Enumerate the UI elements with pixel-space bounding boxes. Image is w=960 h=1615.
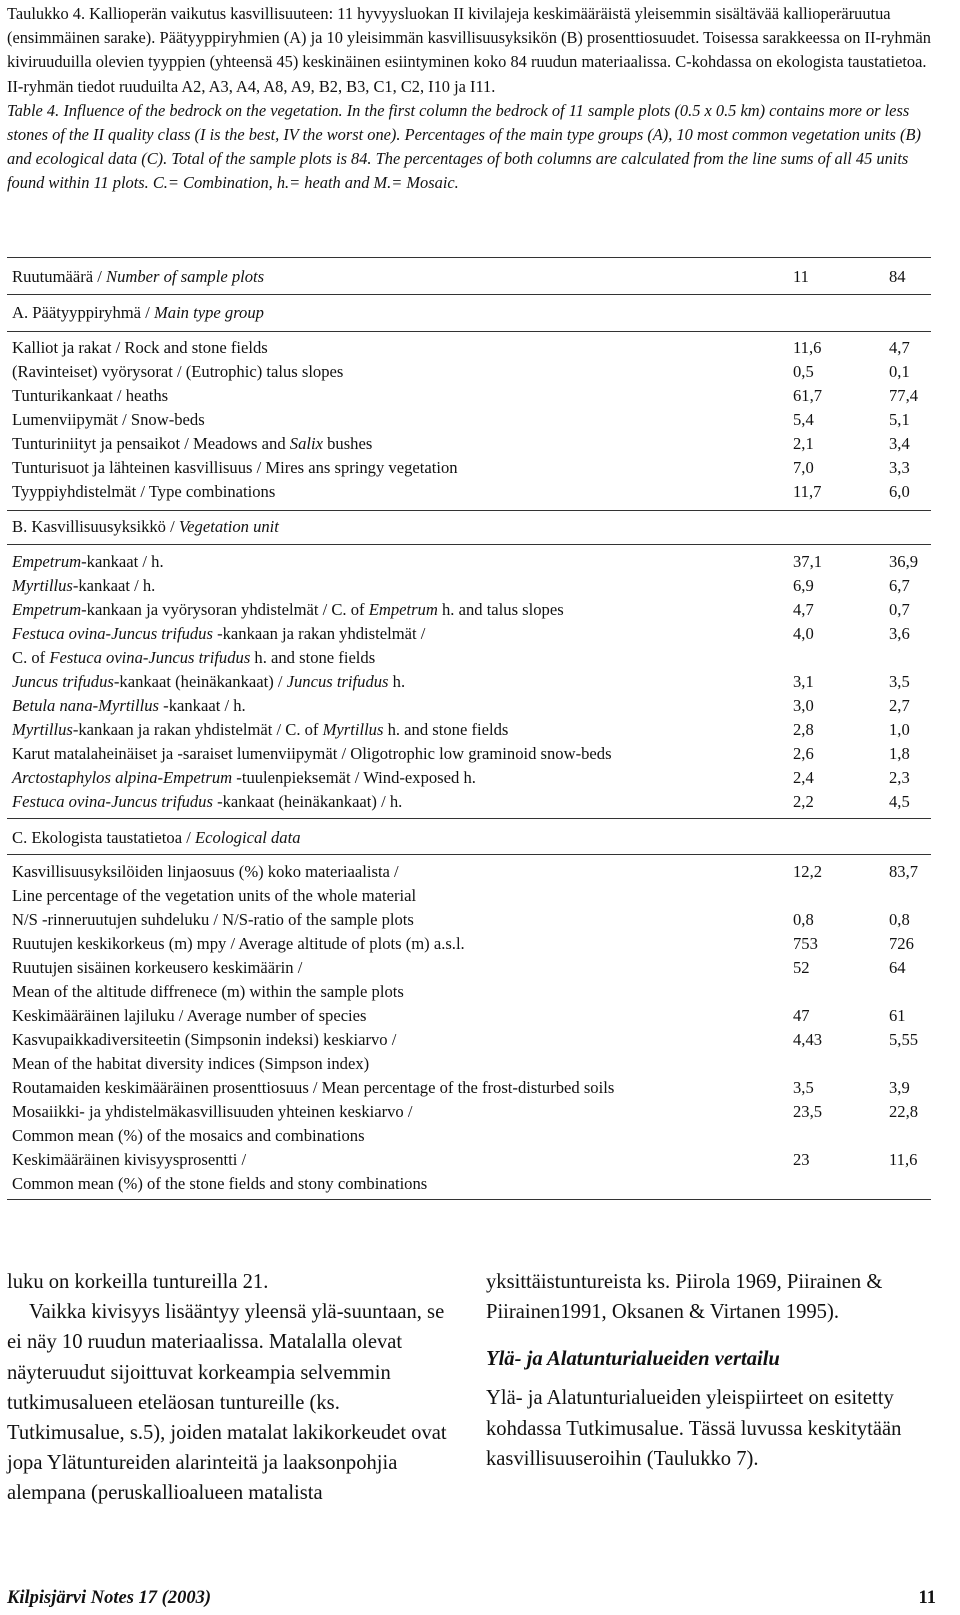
cell-text: -tuulenpieksemät / Wind-exposed h. bbox=[232, 768, 476, 787]
italic-text: Empetrum bbox=[12, 600, 82, 619]
value-84-plots: 6,0 bbox=[889, 482, 910, 501]
table-row bbox=[12, 384, 937, 408]
table-row bbox=[12, 766, 937, 790]
cell-text: bushes bbox=[322, 434, 373, 453]
table-row bbox=[12, 598, 937, 622]
value-11-plots: 12,2 bbox=[793, 862, 823, 881]
table-row bbox=[12, 336, 937, 360]
cell-text: Kasvillisuusyksilöiden linjaosuus (%) koko materiaalista / bbox=[12, 862, 399, 881]
value-84-plots: 2,7 bbox=[889, 696, 910, 715]
body-right-column bbox=[486, 1267, 916, 1474]
table-row bbox=[12, 956, 937, 980]
table-row bbox=[12, 1100, 937, 1124]
row-label bbox=[12, 766, 476, 790]
cell-text: Mosaiikki- ja yhdistelmäkasvillisuuden yhteinen keskiarvo / bbox=[12, 1102, 413, 1121]
table-row bbox=[12, 790, 937, 814]
row-label bbox=[12, 408, 205, 432]
section-heading: Ylä- ja Alatunturialueiden vertailu bbox=[486, 1348, 780, 1371]
italic-text: Empetrum bbox=[368, 600, 438, 619]
value-11-plots: 4,7 bbox=[793, 600, 814, 619]
page-number: 11 bbox=[918, 1588, 936, 1608]
cell-text: Ruutumäärä / bbox=[12, 267, 107, 286]
value-84-plots: 726 bbox=[889, 934, 914, 953]
table-row bbox=[12, 550, 937, 574]
cell-text: A. Päätyyppiryhmä / bbox=[12, 303, 154, 322]
value-84-plots: 36,9 bbox=[889, 552, 919, 571]
table-row bbox=[12, 884, 937, 908]
table-row bbox=[12, 1052, 937, 1076]
cell-text: Kasvupaikkadiversiteetin (Simpsonin indeksi) keskiarvo / bbox=[12, 1030, 397, 1049]
table-caption bbox=[7, 2, 937, 196]
value-11-plots: 2,1 bbox=[793, 434, 814, 453]
cell-text: Tunturisuot ja lähteinen kasvillisuus / Mires ans springy vegetation bbox=[12, 458, 458, 477]
value-84-plots: 3,9 bbox=[889, 1078, 910, 1097]
row-label bbox=[12, 336, 268, 360]
italic-text: Myrtillus bbox=[12, 720, 73, 739]
table-rule bbox=[7, 294, 931, 295]
value-84-plots: 22,8 bbox=[889, 1102, 919, 1121]
table-row bbox=[12, 622, 937, 646]
value-11-plots: 0,5 bbox=[793, 362, 814, 381]
cell-text: Ruutujen sisäinen korkeusero keskimäärin / bbox=[12, 958, 303, 977]
italic-text: Festuca ovina-Juncus trifudus bbox=[12, 624, 213, 643]
cell-text: C. of bbox=[12, 648, 50, 667]
value-11-plots: 2,2 bbox=[793, 792, 814, 811]
value-84-plots: 77,4 bbox=[889, 386, 919, 405]
row-label bbox=[12, 790, 402, 814]
body-left-column bbox=[7, 1267, 447, 1509]
body-paragraph: Vaikka kivisyys lisääntyy yleensä ylä-suuntaan, se ei näy 10 ruudun materiaalissa. Matalalla olevat näyteruudut sijoittuvat korkeampia selvemmin tutkimusalueen eteläosan tuntureille (ks. Tutkimusalue, s.5), joiden matalat lakikorkeudet ovat jopa Ylätuntureiden alarinteitä ja laaksonpohjia alempana (peruskallioalueen matalista bbox=[7, 1301, 447, 1505]
cell-text: Ruutujen keskikorkeus (m) mpy / Average altitude of plots (m) a.s.l. bbox=[12, 934, 465, 953]
row-label bbox=[12, 694, 246, 718]
value-84-plots: 6,7 bbox=[889, 576, 910, 595]
italic-text: Juncus trifudus bbox=[286, 672, 389, 691]
italic-text: Main type group bbox=[153, 303, 264, 322]
cell-text: -kankaan ja vyörysoran yhdistelmät / C. of bbox=[81, 600, 369, 619]
table-header-row bbox=[12, 265, 937, 289]
table-row bbox=[12, 670, 937, 694]
table-row bbox=[12, 860, 937, 884]
table-row bbox=[12, 1004, 937, 1028]
italic-text: Juncus trifudus bbox=[12, 672, 114, 691]
cell-text: (Ravinteiset) vyörysorat / (Eutrophic) talus slopes bbox=[12, 362, 344, 381]
value-11-plots: 5,4 bbox=[793, 410, 814, 429]
cell-text: Routamaiden keskimääräinen prosenttiosuus / Mean percentage of the frost-disturbed soils bbox=[12, 1078, 615, 1097]
table-row bbox=[12, 1148, 937, 1172]
table-row bbox=[12, 1172, 937, 1196]
value-84-plots: 4,7 bbox=[889, 338, 910, 357]
row-label bbox=[12, 932, 465, 956]
value-11-plots: 6,9 bbox=[793, 576, 814, 595]
row-label bbox=[12, 718, 508, 742]
italic-text: Salix bbox=[289, 434, 323, 453]
cell-text: Tunturikankaat / heaths bbox=[12, 386, 169, 405]
table-rule bbox=[7, 1199, 931, 1200]
italic-text: Betula nana-Myrtillus bbox=[12, 696, 160, 715]
value-11-plots: 11,7 bbox=[793, 482, 822, 501]
value-84-plots: 64 bbox=[889, 958, 906, 977]
row-label bbox=[12, 456, 458, 480]
table-rule bbox=[7, 510, 931, 511]
cell-text: Common mean (%) of the stone fields and stony combinations bbox=[12, 1174, 428, 1193]
table-row bbox=[12, 574, 937, 598]
section-b-heading bbox=[12, 515, 937, 539]
cell-text: Karut matalaheinäiset ja -saraiset lumenviipymät / Oligotrophic low graminoid snow-beds bbox=[12, 744, 612, 763]
row-label bbox=[12, 646, 375, 670]
cell-text: Tunturiniityt ja pensaikot / Meadows and bbox=[12, 434, 290, 453]
section-label bbox=[12, 265, 264, 289]
row-label bbox=[12, 884, 416, 908]
cell-text: h. and stone fields bbox=[383, 720, 509, 739]
cell-text: Keskimääräinen lajiluku / Average number of species bbox=[12, 1006, 367, 1025]
section-label bbox=[12, 301, 264, 325]
table-row bbox=[12, 646, 937, 670]
row-label bbox=[12, 908, 414, 932]
row-label bbox=[12, 1076, 614, 1100]
italic-text: Number of sample plots bbox=[106, 267, 265, 286]
value-84-plots: 5,55 bbox=[889, 1030, 919, 1049]
value-11-plots: 61,7 bbox=[793, 386, 823, 405]
section-a-heading bbox=[12, 301, 937, 325]
value-84-plots: 3,6 bbox=[889, 624, 910, 643]
body-paragraph: Ylä- ja Alatunturialueiden yleispiirteet on esitetty kohdassa Tutkimusalue. Tässä luvussa keskitytään kasvillisuuseroihin (Taulukko 7). bbox=[486, 1387, 902, 1470]
value-11-plots: 2,4 bbox=[793, 768, 814, 787]
cell-text: h. bbox=[388, 672, 406, 691]
table-row bbox=[12, 1076, 937, 1100]
value-11-plots: 37,1 bbox=[793, 552, 823, 571]
value-84-plots: 4,5 bbox=[889, 792, 910, 811]
row-label bbox=[12, 1004, 367, 1028]
value-11-plots: 3,1 bbox=[793, 672, 814, 691]
row-label bbox=[12, 860, 399, 884]
section-label bbox=[12, 826, 301, 850]
table-row bbox=[12, 456, 937, 480]
row-label bbox=[12, 1148, 246, 1172]
row-label bbox=[12, 360, 343, 384]
value-84-plots: 3,5 bbox=[889, 672, 910, 691]
italic-text: Empetrum bbox=[12, 552, 82, 571]
cell-text: N/S -rinneruutujen suhdeluku / N/S-ratio of the sample plots bbox=[12, 910, 414, 929]
value-84-plots: 3,4 bbox=[889, 434, 910, 453]
cell-text: -kankaat (heinäkankaat) / bbox=[113, 672, 287, 691]
row-label bbox=[12, 956, 302, 980]
value-11-plots: 11,6 bbox=[793, 338, 822, 357]
row-label bbox=[12, 432, 372, 456]
row-label bbox=[12, 598, 564, 622]
cell-text: Tyyppiyhdistelmät / Type combinations bbox=[12, 482, 276, 501]
value-84-plots: 1,8 bbox=[889, 744, 910, 763]
cell-text: B. Kasvillisuusyksikkö / bbox=[12, 517, 179, 536]
cell-text: Mean of the altitude diffrenece (m) within the sample plots bbox=[12, 982, 404, 1001]
value-11-plots: 2,8 bbox=[793, 720, 814, 739]
value-11-plots: 753 bbox=[793, 934, 818, 953]
row-label bbox=[12, 670, 405, 694]
italic-text: Myrtillus bbox=[12, 576, 73, 595]
cell-text: -kankaat / h. bbox=[81, 552, 164, 571]
value-11-plots: 4,43 bbox=[793, 1030, 823, 1049]
section-c-heading bbox=[12, 826, 937, 850]
caption-finnish: Taulukko 4. Kallioperän vaikutus kasvillisuuteen: 11 hyvyysluokan II kivilajeja keskimääräistä yleisemmin sisältävää kallioperäruutua (ensimmäinen sarake). Päätyyppiryhmien (A) ja 10 yleisimmän kasvillisuusyksikön (B) prosenttiosuudet. Toisessa sarakkeessa on II-ryhmän kiviruuduilla olevien tyyppien (yhteensä 45) keskinäinen esiintyminen koko 84 ruudun materiaalissa. C-kohdassa on ekologista taustatietoa. II-ryhmän tiedot ruuduilta A2, A3, A4, A8, A9, B2, B3, C1, C2, I10 ja I11. bbox=[7, 4, 931, 96]
value-11-plots: 0,8 bbox=[793, 910, 814, 929]
body-paragraph: yksittäistuntureista ks. Piirola 1969, Piirainen & Piirainen1991, Oksanen & Virtanen 1995). bbox=[486, 1271, 883, 1324]
value-84-plots: 5,1 bbox=[889, 410, 910, 429]
value-84-plots: 83,7 bbox=[889, 862, 919, 881]
cell-text: Line percentage of the vegetation units of the whole material bbox=[12, 886, 417, 905]
row-label bbox=[12, 574, 155, 598]
cell-text: Mean of the habitat diversity indices (Simpson index) bbox=[12, 1054, 370, 1073]
value-84-plots: 84 bbox=[889, 267, 906, 286]
row-label bbox=[12, 384, 168, 408]
italic-text: Myrtillus bbox=[322, 720, 384, 739]
row-label bbox=[12, 1124, 365, 1148]
value-84-plots: 1,0 bbox=[889, 720, 910, 739]
cell-text: -kankaat / h. bbox=[159, 696, 246, 715]
table-row bbox=[12, 1124, 937, 1148]
value-11-plots: 4,0 bbox=[793, 624, 814, 643]
value-11-plots: 3,5 bbox=[793, 1078, 814, 1097]
table-rule bbox=[7, 818, 931, 819]
table-row bbox=[12, 408, 937, 432]
italic-text: Festuca ovina-Juncus trifudus bbox=[12, 792, 213, 811]
table-row bbox=[12, 432, 937, 456]
value-84-plots: 3,3 bbox=[889, 458, 910, 477]
cell-text: Kalliot ja rakat / Rock and stone fields bbox=[12, 338, 268, 357]
table-row bbox=[12, 1028, 937, 1052]
cell-text: -kankaat (heinäkankaat) / h. bbox=[212, 792, 403, 811]
table-row bbox=[12, 718, 937, 742]
value-84-plots: 2,3 bbox=[889, 768, 910, 787]
row-label bbox=[12, 980, 404, 1004]
row-label bbox=[12, 1052, 369, 1076]
journal-footer: Kilpisjärvi Notes 17 (2003) bbox=[7, 1588, 212, 1608]
italic-text: Arctostaphylos alpina-Empetrum bbox=[12, 768, 233, 787]
italic-text: Ecological data bbox=[194, 828, 301, 847]
table-row bbox=[12, 742, 937, 766]
row-label bbox=[12, 742, 612, 766]
row-label bbox=[12, 622, 425, 646]
row-label bbox=[12, 1028, 396, 1052]
value-11-plots: 2,6 bbox=[793, 744, 814, 763]
value-11-plots: 52 bbox=[793, 958, 810, 977]
table-row bbox=[12, 980, 937, 1004]
value-84-plots: 0,1 bbox=[889, 362, 910, 381]
cell-text: -kankaan ja rakan yhdistelmät / bbox=[212, 624, 426, 643]
row-label bbox=[12, 550, 164, 574]
section-label bbox=[12, 515, 279, 539]
value-11-plots: 47 bbox=[793, 1006, 810, 1025]
italic-text: Vegetation unit bbox=[178, 517, 279, 536]
table-row bbox=[12, 360, 937, 384]
italic-text: Festuca ovina-Juncus trifudus bbox=[49, 648, 251, 667]
cell-text: h. and stone fields bbox=[250, 648, 376, 667]
value-11-plots: 23,5 bbox=[793, 1102, 823, 1121]
table-row bbox=[12, 932, 937, 956]
body-paragraph: luku on korkeilla tuntureilla 21. bbox=[7, 1271, 269, 1293]
row-label bbox=[12, 480, 275, 504]
value-11-plots: 23 bbox=[793, 1150, 810, 1169]
cell-text: -kankaat / h. bbox=[72, 576, 156, 595]
value-84-plots: 0,7 bbox=[889, 600, 910, 619]
value-11-plots: 11 bbox=[793, 267, 809, 286]
cell-text: h. and talus slopes bbox=[437, 600, 564, 619]
table-row bbox=[12, 908, 937, 932]
table-row bbox=[12, 480, 937, 504]
value-84-plots: 0,8 bbox=[889, 910, 910, 929]
cell-text: Lumenviipymät / Snow-beds bbox=[12, 410, 205, 429]
cell-text: Common mean (%) of the mosaics and combinations bbox=[12, 1126, 365, 1145]
table-row bbox=[12, 694, 937, 718]
table-rule bbox=[7, 331, 931, 332]
table-rule bbox=[7, 854, 931, 855]
value-84-plots: 61 bbox=[889, 1006, 906, 1025]
cell-text: C. Ekologista taustatietoa / bbox=[12, 828, 195, 847]
value-84-plots: 11,6 bbox=[889, 1150, 918, 1169]
caption-english: Table 4. Influence of the bedrock on the vegetation. In the first column the bedrock of 11 sample plots (0.5 x 0.5 km) contains more or less stones of the II quality class (I is the best, IV the worst one). Percentages of the main type groups (A), 10 most common vegetation units (B) and ecological data (C). Total of the sample plots is 84. The percentages of both columns are calculated from the line sums of all 45 units found within 11 plots. C.= Combination, h.= heath and M.= Mosaic. bbox=[7, 100, 921, 193]
cell-text: -kankaan ja rakan yhdistelmät / C. of bbox=[72, 720, 323, 739]
table-rule bbox=[7, 257, 931, 258]
value-11-plots: 7,0 bbox=[793, 458, 814, 477]
row-label bbox=[12, 1100, 413, 1124]
cell-text: Keskimääräinen kivisyysprosentti / bbox=[12, 1150, 247, 1169]
row-label bbox=[12, 1172, 427, 1196]
value-11-plots: 3,0 bbox=[793, 696, 814, 715]
table-rule bbox=[7, 544, 931, 545]
